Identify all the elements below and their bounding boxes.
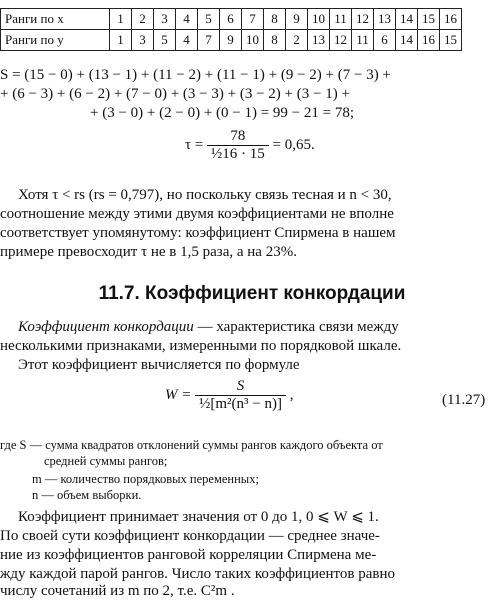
ranks-cell: 5: [198, 9, 220, 30]
para1-line-1: Хотя τ < rs (rs = 0,797), но поскольку связь тесная и n < 30,: [18, 187, 392, 203]
para2-line-1-rest: — характеристика связи между: [193, 319, 399, 335]
ranks-cell: 16: [418, 30, 440, 51]
ranks-cell: 9: [286, 9, 308, 30]
ranks-row: [1, 9, 462, 30]
defs-line-3: m — количество порядковых переменных;: [32, 472, 259, 486]
ranks-cell: 2: [286, 30, 308, 51]
ranks-cell: 4: [176, 9, 198, 30]
ranks-cell: 3: [132, 30, 154, 51]
ranks-cell: 15: [440, 30, 462, 51]
w-lhs: W =: [165, 386, 192, 403]
para2-line-1: [18, 318, 399, 336]
ranks-cell: 12: [330, 30, 352, 51]
para1-line-3: соответствует упомянутому: коэффициент Спирмена в нашем: [0, 225, 396, 241]
ranks-cell: 7: [242, 9, 264, 30]
ranks-cell: 1: [110, 9, 132, 30]
tau-fraction: [207, 128, 269, 163]
ranks-cell: 14: [396, 9, 418, 30]
w-formula: [165, 378, 293, 413]
ranks-cell: 3: [154, 9, 176, 30]
tau-numerator: 78: [230, 128, 246, 144]
para3-line-1: Коэффициент принимает значения от 0 до 1, 0 ⩽ W ⩽ 1.: [18, 509, 379, 525]
ranks-cell: 1: [110, 30, 132, 51]
ranks-cell: 13: [374, 9, 396, 30]
ranks-cell: 8: [264, 9, 286, 30]
ranks-cell: 12: [352, 9, 374, 30]
ranks-row-label: Ранги по y: [1, 30, 110, 51]
term-concordance: Коэффициент конкордации: [18, 319, 194, 335]
para1-line-2: соотношение между этими двумя коэффициентами не вполне: [0, 206, 394, 222]
defs-line-2: средней суммы рангов;: [44, 454, 168, 468]
tau-formula: [185, 128, 315, 163]
para2-line-2: несколькими признаками, измеренными по порядковой шкале.: [0, 338, 402, 354]
tau-denominator: ½16 · 15: [207, 145, 269, 163]
ranks-cell: 6: [220, 9, 242, 30]
ranks-cell: 10: [242, 30, 264, 51]
tau-rhs: = 0,65.: [272, 136, 315, 153]
para3-line-5: числу сочетаний из m по 2, т.е. C²m .: [0, 583, 235, 599]
ranks-row-label: Ранги по x: [1, 9, 110, 30]
ranks-cell: 8: [264, 30, 286, 51]
para3-line-3: ние из коэффициентов ранговой корреляции Спирмена ме-: [0, 547, 377, 563]
ranks-cell: 14: [396, 30, 418, 51]
w-tail: ,: [289, 386, 294, 403]
para3-line-4: жду каждой парой рангов. Число таких коэффициентов равно: [0, 566, 396, 582]
w-fraction: [195, 378, 286, 413]
defs-line-4: n — объем выборки.: [32, 488, 142, 502]
equation-number: (11.27): [442, 392, 486, 408]
ranks-cell: 2: [132, 9, 154, 30]
s-formula-line-3: + (3 − 0) + (2 − 0) + (0 − 1) = 99 − 21 = 78;: [90, 105, 355, 121]
ranks-table: [0, 8, 462, 51]
tau-lhs: τ =: [185, 136, 204, 153]
ranks-cell: 10: [308, 9, 330, 30]
defs-line-1: где S — сумма квадратов отклонений суммы рангов каждого объекта от: [0, 438, 383, 452]
s-formula-line-2: + (6 − 3) + (6 − 2) + (7 − 0) + (3 − 3) + (3 − 2) + (3 − 1) +: [0, 86, 350, 102]
ranks-cell: 5: [154, 30, 176, 51]
section-heading: 11.7. Коэффициент конкордации: [98, 283, 406, 304]
ranks-cell: 15: [418, 9, 440, 30]
ranks-cell: 11: [330, 9, 352, 30]
w-denominator: ½[m²(n³ − n)]: [195, 395, 286, 413]
ranks-cell: 16: [440, 9, 462, 30]
para3-line-2: По своей сути коэффициент конкордации — среднее значе-: [0, 528, 380, 544]
w-numerator: S: [236, 378, 245, 394]
para2-line-3: Этот коэффициент вычисляется по формуле: [18, 357, 300, 373]
para1-line-4: примере превосходит τ не в 1,5 раза, а на 23%.: [0, 244, 297, 260]
ranks-cell: 11: [352, 30, 374, 51]
ranks-cell: 9: [220, 30, 242, 51]
ranks-row: [1, 30, 462, 51]
s-formula-line-1: S = (15 − 0) + (13 − 1) + (11 − 2) + (11 − 1) + (9 − 2) + (7 − 3) +: [0, 67, 391, 83]
ranks-cell: 13: [308, 30, 330, 51]
ranks-cell: 7: [198, 30, 220, 51]
ranks-cell: 6: [374, 30, 396, 51]
ranks-cell: 4: [176, 30, 198, 51]
